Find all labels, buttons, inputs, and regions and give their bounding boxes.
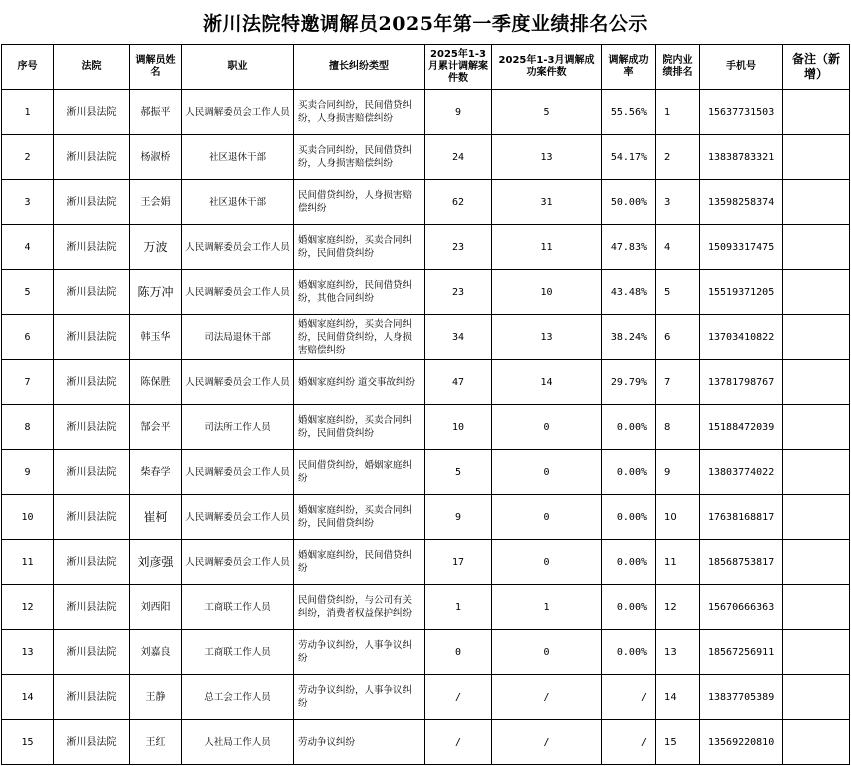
cell-success: 0: [492, 495, 602, 540]
cell-total: 23: [425, 225, 492, 270]
cell-name: 王红: [130, 720, 182, 765]
cell-name: 郝振平: [130, 90, 182, 135]
table-row: [2, 405, 850, 450]
cell-rank: 11: [656, 540, 700, 585]
cell-rate: 0.00%: [602, 630, 656, 675]
table-row: [2, 630, 850, 675]
cell-seq: 1: [2, 90, 54, 135]
cell-rank: 10: [656, 495, 700, 540]
header-total: 2025年1-3月累计调解案件数: [425, 45, 492, 90]
cell-success: 5: [492, 90, 602, 135]
cell-phone: 13781798767: [700, 360, 783, 405]
cell-rate: 0.00%: [602, 405, 656, 450]
cell-court: 淅川县法院: [54, 180, 130, 225]
cell-name: 王会娟: [130, 180, 182, 225]
cell-success: 10: [492, 270, 602, 315]
table-row: [2, 585, 850, 630]
cell-types: 婚姻家庭纠纷，买卖合同纠纷，民间借贷纠纷: [294, 495, 425, 540]
cell-court: 淅川县法院: [54, 450, 130, 495]
cell-remark: [783, 225, 850, 270]
cell-rate: /: [602, 675, 656, 720]
cell-phone: 13803774022: [700, 450, 783, 495]
cell-job: 人民调解委员会工作人员: [182, 495, 294, 540]
cell-total: 24: [425, 135, 492, 180]
table-row: [2, 495, 850, 540]
cell-court: 淅川县法院: [54, 225, 130, 270]
cell-phone: 17638168817: [700, 495, 783, 540]
cell-types: 婚姻家庭纠纷，买卖合同纠纷，民间借贷纠纷，人身损害赔偿纠纷: [294, 315, 425, 360]
cell-seq: 4: [2, 225, 54, 270]
cell-success: 13: [492, 315, 602, 360]
cell-court: 淅川县法院: [54, 360, 130, 405]
page-title: 淅川法院特邀调解员2025年第一季度业绩排名公示: [203, 12, 648, 35]
table-row: [2, 225, 850, 270]
cell-success: 0: [492, 630, 602, 675]
header-remark: 备注（新增）: [783, 45, 850, 90]
table-row: [2, 270, 850, 315]
cell-types: 婚姻家庭纠纷，民间借贷纠纷，其他合同纠纷: [294, 270, 425, 315]
cell-job: 人社局工作人员: [182, 720, 294, 765]
cell-rate: 55.56%: [602, 90, 656, 135]
cell-job: 工商联工作人员: [182, 630, 294, 675]
cell-seq: 3: [2, 180, 54, 225]
header-job: 职业: [182, 45, 294, 90]
cell-remark: [783, 585, 850, 630]
cell-rate: 0.00%: [602, 585, 656, 630]
cell-seq: 7: [2, 360, 54, 405]
cell-phone: 13838783321: [700, 135, 783, 180]
header-name: 调解员姓名: [130, 45, 182, 90]
cell-rate: 29.79%: [602, 360, 656, 405]
cell-name: 崔柯: [130, 495, 182, 540]
cell-name: 刘彦强: [130, 540, 182, 585]
cell-types: 婚姻家庭纠纷，买卖合同纠纷，民间借贷纠纷: [294, 225, 425, 270]
cell-remark: [783, 720, 850, 765]
cell-seq: 11: [2, 540, 54, 585]
cell-rate: 54.17%: [602, 135, 656, 180]
header-rank: 院内业绩排名: [656, 45, 700, 90]
cell-rate: 38.24%: [602, 315, 656, 360]
cell-seq: 9: [2, 450, 54, 495]
cell-success: 0: [492, 540, 602, 585]
cell-job: 人民调解委员会工作人员: [182, 90, 294, 135]
cell-court: 淅川县法院: [54, 585, 130, 630]
cell-types: 劳动争议纠纷，人事争议纠纷: [294, 675, 425, 720]
cell-phone: 18568753817: [700, 540, 783, 585]
cell-success: 13: [492, 135, 602, 180]
cell-court: 淅川县法院: [54, 135, 130, 180]
cell-job: 人民调解委员会工作人员: [182, 540, 294, 585]
cell-remark: [783, 135, 850, 180]
cell-total: 62: [425, 180, 492, 225]
cell-remark: [783, 495, 850, 540]
cell-name: 刘嘉良: [130, 630, 182, 675]
cell-types: 民间借贷纠纷，与公司有关纠纷，消费者权益保护纠纷: [294, 585, 425, 630]
cell-phone: 13598258374: [700, 180, 783, 225]
cell-types: 婚姻家庭纠纷，买卖合同纠纷，民间借贷纠纷: [294, 405, 425, 450]
cell-success: 14: [492, 360, 602, 405]
cell-rank: 1: [656, 90, 700, 135]
cell-seq: 5: [2, 270, 54, 315]
cell-remark: [783, 675, 850, 720]
cell-total: 0: [425, 630, 492, 675]
cell-name: 郜会平: [130, 405, 182, 450]
cell-remark: [783, 405, 850, 450]
cell-name: 刘西阳: [130, 585, 182, 630]
cell-remark: [783, 360, 850, 405]
cell-job: 司法局退休干部: [182, 315, 294, 360]
cell-phone: 18567256911: [700, 630, 783, 675]
cell-rate: 0.00%: [602, 540, 656, 585]
cell-court: 淅川县法院: [54, 675, 130, 720]
cell-seq: 13: [2, 630, 54, 675]
cell-court: 淅川县法院: [54, 540, 130, 585]
header-success: 2025年1-3月调解成功案件数: [492, 45, 602, 90]
cell-job: 工商联工作人员: [182, 585, 294, 630]
cell-total: 9: [425, 495, 492, 540]
cell-court: 淅川县法院: [54, 90, 130, 135]
table-row: [2, 315, 850, 360]
cell-name: 柴春学: [130, 450, 182, 495]
cell-job: 人民调解委员会工作人员: [182, 225, 294, 270]
cell-job: 总工会工作人员: [182, 675, 294, 720]
cell-types: 婚姻家庭纠纷，民间借贷纠纷: [294, 540, 425, 585]
cell-total: 17: [425, 540, 492, 585]
cell-name: 陈保胜: [130, 360, 182, 405]
cell-rank: 13: [656, 630, 700, 675]
table-row: [2, 450, 850, 495]
ranking-table: [1, 44, 850, 765]
cell-seq: 8: [2, 405, 54, 450]
cell-rank: 3: [656, 180, 700, 225]
cell-job: 人民调解委员会工作人员: [182, 270, 294, 315]
table-row: [2, 675, 850, 720]
cell-rank: 9: [656, 450, 700, 495]
table-row: [2, 180, 850, 225]
cell-rate: /: [602, 720, 656, 765]
cell-types: 劳动争议纠纷，人事争议纠纷: [294, 630, 425, 675]
cell-rank: 4: [656, 225, 700, 270]
cell-remark: [783, 540, 850, 585]
cell-rank: 8: [656, 405, 700, 450]
cell-rank: 2: [656, 135, 700, 180]
cell-total: 34: [425, 315, 492, 360]
header-phone: 手机号: [700, 45, 783, 90]
cell-rate: 47.83%: [602, 225, 656, 270]
cell-total: /: [425, 675, 492, 720]
table-row: [2, 360, 850, 405]
cell-name: 万波: [130, 225, 182, 270]
cell-seq: 12: [2, 585, 54, 630]
cell-court: 淅川县法院: [54, 315, 130, 360]
cell-court: 淅川县法院: [54, 630, 130, 675]
cell-phone: 15519371205: [700, 270, 783, 315]
cell-success: /: [492, 675, 602, 720]
cell-rate: 0.00%: [602, 495, 656, 540]
cell-rank: 15: [656, 720, 700, 765]
cell-seq: 15: [2, 720, 54, 765]
cell-types: 婚姻家庭纠纷 道交事故纠纷: [294, 360, 425, 405]
cell-total: 23: [425, 270, 492, 315]
table-row: [2, 135, 850, 180]
cell-remark: [783, 180, 850, 225]
cell-success: 1: [492, 585, 602, 630]
cell-phone: 13837705389: [700, 675, 783, 720]
cell-court: 淅川县法院: [54, 405, 130, 450]
cell-seq: 10: [2, 495, 54, 540]
cell-name: 陈万冲: [130, 270, 182, 315]
cell-rank: 6: [656, 315, 700, 360]
table-row: [2, 720, 850, 765]
cell-remark: [783, 630, 850, 675]
cell-job: 司法所工作人员: [182, 405, 294, 450]
cell-total: 9: [425, 90, 492, 135]
cell-rate: 43.48%: [602, 270, 656, 315]
cell-types: 劳动争议纠纷: [294, 720, 425, 765]
cell-types: 买卖合同纠纷，民间借贷纠纷，人身损害赔偿纠纷: [294, 90, 425, 135]
table-row: [2, 540, 850, 585]
cell-court: 淅川县法院: [54, 720, 130, 765]
cell-total: 47: [425, 360, 492, 405]
cell-court: 淅川县法院: [54, 495, 130, 540]
cell-seq: 6: [2, 315, 54, 360]
table-row: [2, 90, 850, 135]
cell-rate: 50.00%: [602, 180, 656, 225]
cell-phone: 15093317475: [700, 225, 783, 270]
cell-success: 0: [492, 450, 602, 495]
cell-total: 1: [425, 585, 492, 630]
cell-job: 人民调解委员会工作人员: [182, 360, 294, 405]
cell-remark: [783, 270, 850, 315]
cell-seq: 2: [2, 135, 54, 180]
cell-phone: 15188472039: [700, 405, 783, 450]
cell-rank: 12: [656, 585, 700, 630]
cell-phone: 13703410822: [700, 315, 783, 360]
cell-job: 人民调解委员会工作人员: [182, 450, 294, 495]
cell-types: 民间借贷纠纷，人身损害赔偿纠纷: [294, 180, 425, 225]
header-seq: 序号: [2, 45, 54, 90]
header-types: 擅长纠纷类型: [294, 45, 425, 90]
cell-remark: [783, 90, 850, 135]
cell-phone: 13569220810: [700, 720, 783, 765]
cell-name: 杨淑桥: [130, 135, 182, 180]
cell-phone: 15637731503: [700, 90, 783, 135]
cell-success: 11: [492, 225, 602, 270]
cell-court: 淅川县法院: [54, 270, 130, 315]
header-court: 法院: [54, 45, 130, 90]
cell-success: 31: [492, 180, 602, 225]
cell-types: 买卖合同纠纷，民间借贷纠纷，人身损害赔偿纠纷: [294, 135, 425, 180]
header-rate: 调解成功率: [602, 45, 656, 90]
cell-job: 社区退休干部: [182, 135, 294, 180]
cell-success: 0: [492, 405, 602, 450]
cell-name: 王静: [130, 675, 182, 720]
table-header-row: [2, 45, 850, 90]
cell-total: 10: [425, 405, 492, 450]
cell-total: 5: [425, 450, 492, 495]
cell-job: 社区退休干部: [182, 180, 294, 225]
cell-rate: 0.00%: [602, 450, 656, 495]
cell-phone: 15670666363: [700, 585, 783, 630]
cell-types: 民间借贷纠纷，婚姻家庭纠纷: [294, 450, 425, 495]
cell-remark: [783, 315, 850, 360]
cell-rank: 5: [656, 270, 700, 315]
cell-total: /: [425, 720, 492, 765]
cell-rank: 14: [656, 675, 700, 720]
cell-name: 韩玉华: [130, 315, 182, 360]
cell-remark: [783, 450, 850, 495]
cell-rank: 7: [656, 360, 700, 405]
cell-seq: 14: [2, 675, 54, 720]
cell-success: /: [492, 720, 602, 765]
